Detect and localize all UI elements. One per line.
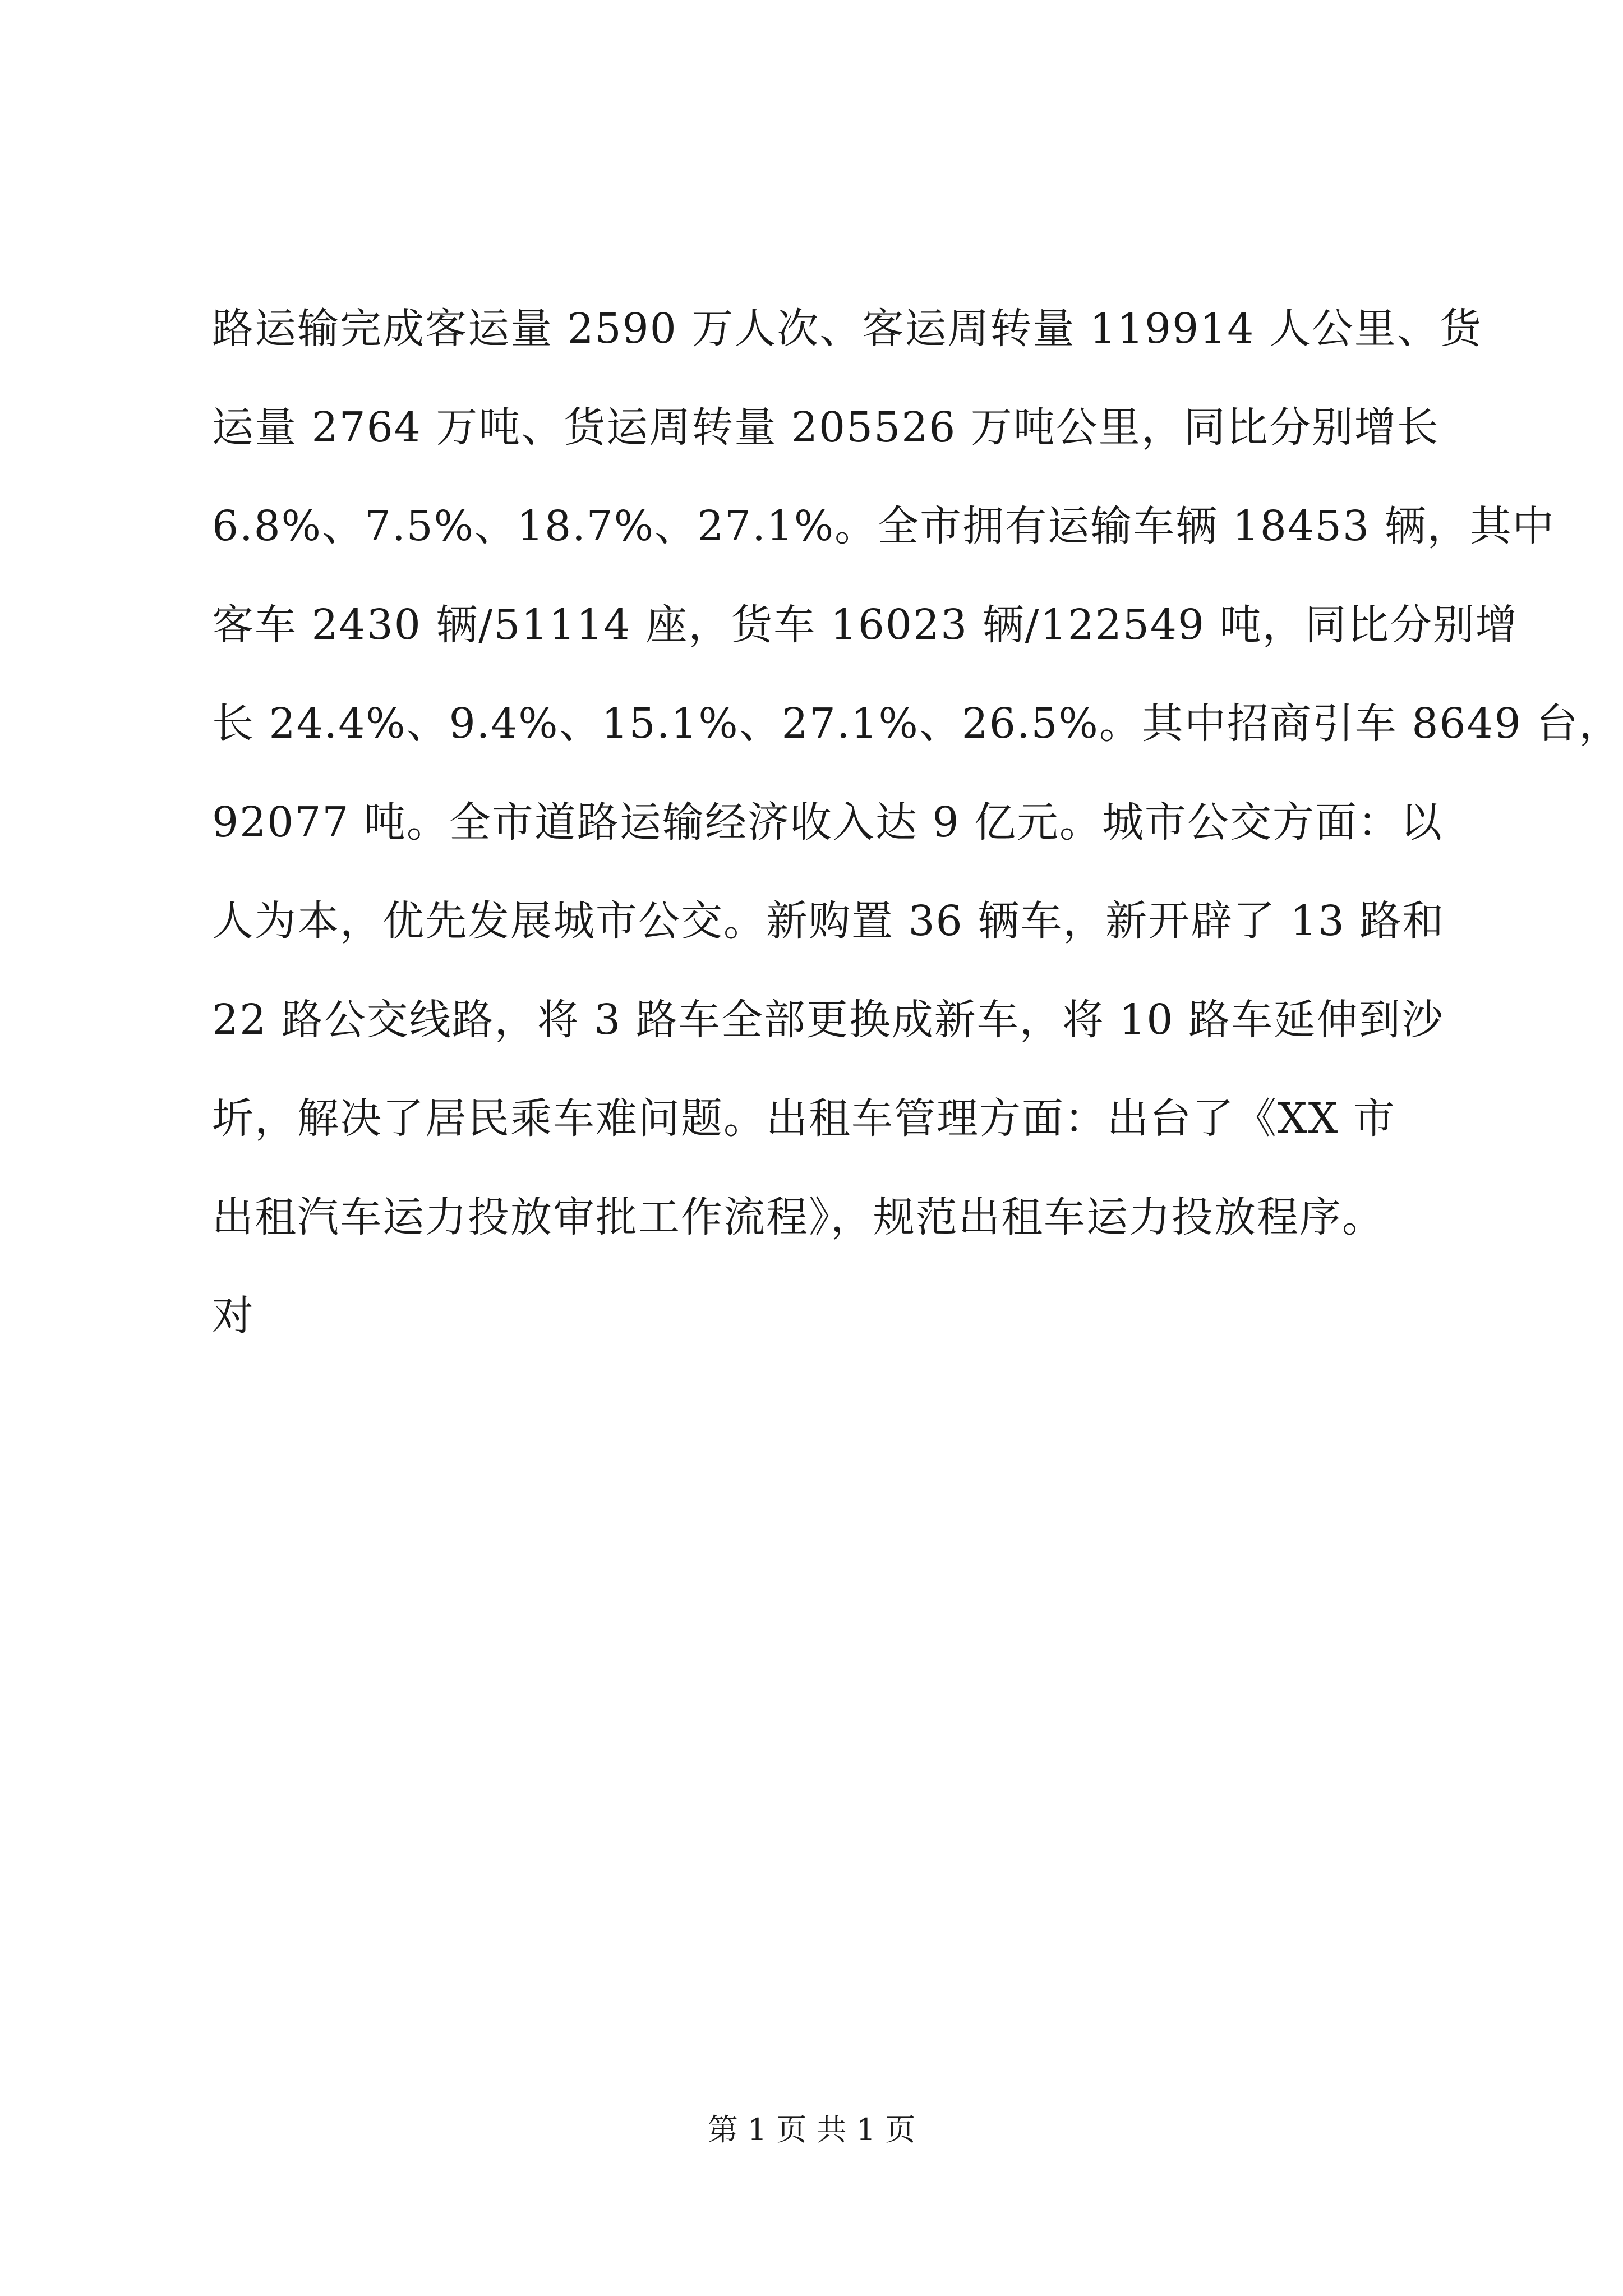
text-line: 运量 2764 万吨、货运周转量 205526 万吨公里，同比分别增长	[212, 403, 1440, 452]
text-line: 出租汽车运力投放审批工作流程》，规范出租车运力投放程序。	[212, 1193, 1385, 1241]
page-footer	[0, 2110, 1623, 2150]
text-line: 长 24.4%、9.4%、15.1%、27.1%、26.5%。其中招商引车 8649 台，	[212, 700, 1622, 748]
text-line: 路运输完成客运量 2590 万人次、客运周转量 119914 人公里、货	[212, 305, 1482, 353]
text-line: 对	[212, 1292, 255, 1340]
text-line: 圻，解决了居民乘车难问题。出租车管理方面：出台了《XX 市	[212, 1094, 1396, 1143]
text-line: 客车 2430 辆/51114 座，货车 16023 辆/122549 吨，同比分别增	[212, 601, 1518, 649]
page-number: 第 1 页 共 1 页	[707, 2112, 916, 2147]
text-line: 92077 吨。全市道路运输经济收入达 9 亿元。城市公交方面：以	[212, 798, 1444, 846]
text-line: 人为本，优先发展城市公交。新购置 36 辆车，新开辟了 13 路和	[212, 897, 1445, 945]
text-line: 22 路公交线路，将 3 路车全部更换成新车，将 10 路车延伸到沙	[212, 996, 1445, 1044]
text-line: 6.8%、7.5%、18.7%、27.1%。全市拥有运输车辆 18453 辆，其中	[212, 502, 1555, 550]
body-paragraph	[212, 279, 1622, 1365]
